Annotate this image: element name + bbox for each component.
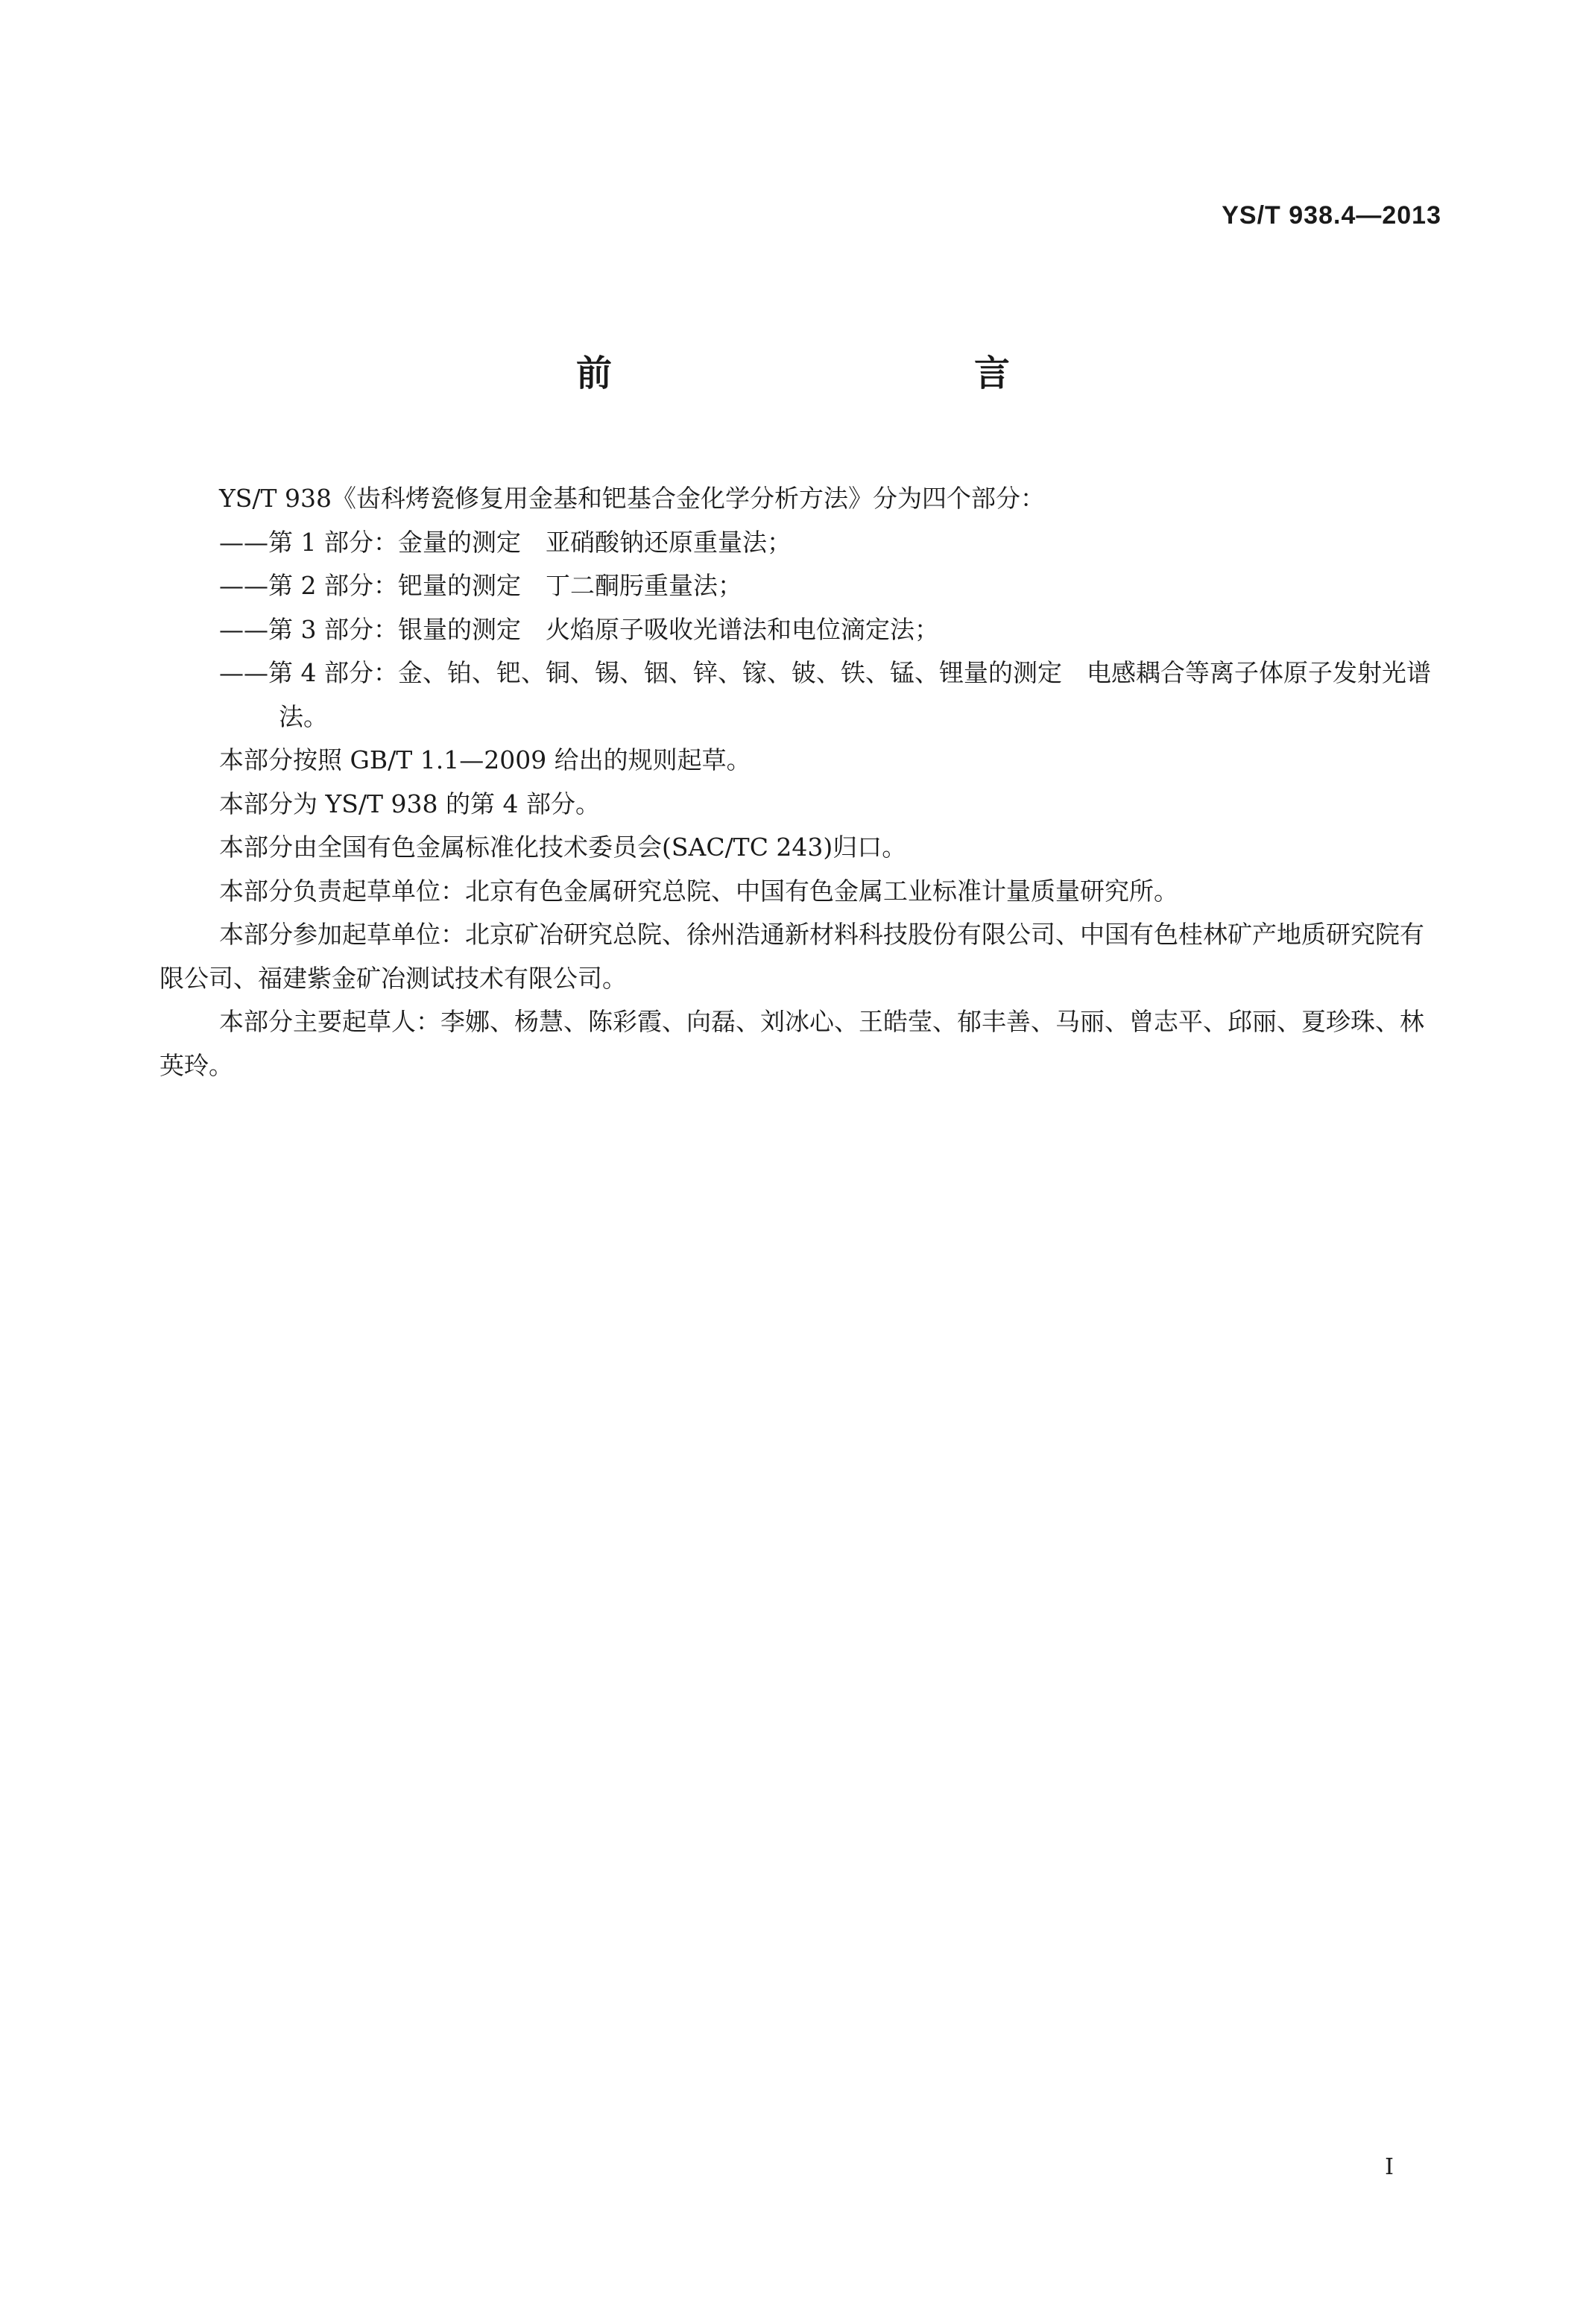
page-number: I: [1385, 2154, 1394, 2180]
participating-units-paragraph: 本部分参加起草单位：北京矿冶研究总院、徐州浩通新材料科技股份有限公司、中国有色桂林矿产地质研究院有限公司、福建紫金矿冶测试技术有限公司。: [159, 920, 1424, 993]
standard-code: YS/T 938.4—2013: [1222, 201, 1441, 230]
list-item: ——第 1 部分：金量的测定 亚硝酸钠还原重量法；: [219, 527, 792, 557]
responsible-committee-paragraph: 本部分由全国有色金属标准化技术委员会(SAC/TC 243)归口。: [219, 833, 907, 862]
main-drafters-paragraph: 本部分主要起草人：李娜、杨慧、陈彩霞、向磊、刘冰心、王皓莹、郁丰善、马丽、曾志平、邱丽、夏珍珠、林英玲。: [159, 1007, 1424, 1080]
parts-list: [159, 521, 1441, 739]
lead-drafting-units-paragraph: 本部分负责起草单位：北京有色金属研究总院、中国有色金属工业标准计量质量研究所。: [219, 876, 1178, 906]
page-title: 前 言: [575, 353, 1107, 394]
part-number-paragraph: 本部分为 YS/T 938 的第 4 部分。: [219, 789, 600, 818]
list-item: ——第 3 部分：银量的测定 火焰原子吸收光谱法和电位滴定法；: [219, 614, 939, 644]
drafting-rules-paragraph: 本部分按照 GB/T 1.1—2009 给出的规则起草。: [219, 745, 751, 774]
list-item: ——第 2 部分：钯量的测定 丁二酮肟重量法；: [219, 571, 742, 600]
list-item: ——第 4 部分：金、铂、钯、铜、锡、铟、锌、镓、铍、铁、锰、锂量的测定 电感耦合等离子体原子发射光谱法。: [219, 658, 1431, 731]
foreword-body: [159, 477, 1441, 1087]
intro-paragraph: YS/T 938《齿科烤瓷修复用金基和钯基合金化学分析方法》分为四个部分：: [219, 484, 1045, 513]
